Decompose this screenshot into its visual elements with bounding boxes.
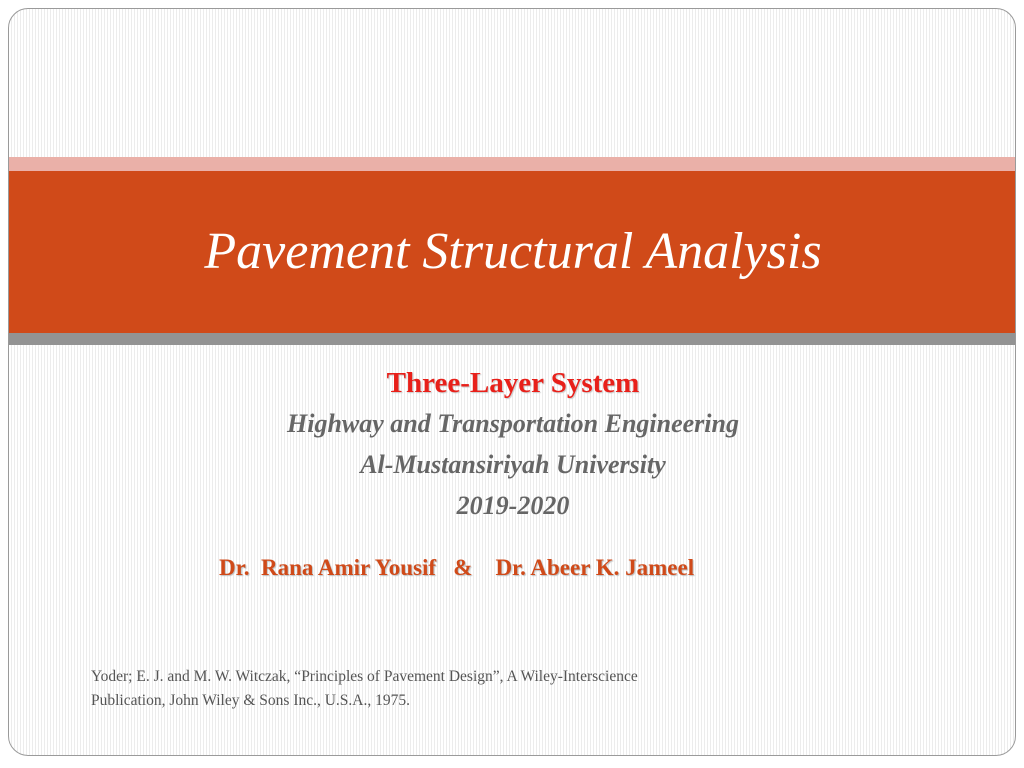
reference-citation: Yoder; E. J. and M. W. Witczak, “Principles of Pavement Design”, A Wiley-Interscience Publication, John Wiley & Sons Inc., U.S.A., 1975. [91, 668, 638, 709]
subtitle-topic: Three-Layer System [386, 367, 640, 399]
title-band-bottom-stripe [9, 333, 1015, 345]
subtitle-course: Highway and Transportation Engineering [287, 409, 739, 438]
title-band-top-stripe [9, 157, 1015, 171]
subtitle-year: 2019-2020 [456, 491, 570, 520]
subtitle-block [9, 367, 1016, 526]
subtitle-university: Al-Mustansiriyah University [360, 450, 666, 479]
authors-line: Dr. Rana Amir Yousif & Dr. Abeer K. Jameel [219, 555, 695, 580]
slide-title: Pavement Structural Analysis [204, 223, 822, 280]
slide-frame [8, 8, 1016, 756]
